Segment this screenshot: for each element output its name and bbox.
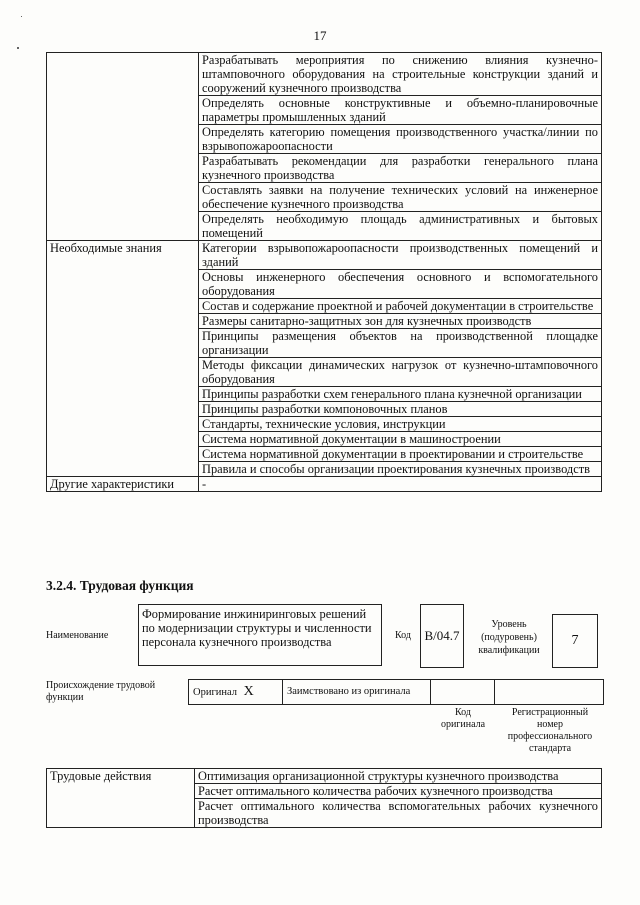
skill-item: Определять основные конструктивные и объемно-планировочные параметры промышленных зданий <box>199 96 602 125</box>
table-row <box>47 53 602 96</box>
skill-item: Определять необходимую площадь административных и бытовых помещений <box>199 212 602 241</box>
table-row <box>47 477 602 492</box>
knowledge-item: Принципы размещения объектов на производственной площадке организации <box>199 329 602 358</box>
original-code-cell <box>431 680 495 704</box>
knowledge-item: Методы фиксации динамических нагрузок от кузнечно-штамповочного оборудования <box>199 358 602 387</box>
other-characteristics-value: - <box>199 477 602 492</box>
labor-action-item: Расчет оптимального количества рабочих кузнечного производства <box>195 784 602 799</box>
skill-item: Определять категорию помещения производственного участка/линии по взрывопожароопасности <box>199 125 602 154</box>
requirements-table <box>46 52 602 492</box>
skill-item: Разрабатывать рекомендации для разработки генерального плана кузнечного производства <box>199 154 602 183</box>
knowledge-label: Необходимые знания <box>47 241 199 477</box>
skill-item: Разрабатывать мероприятия по снижению влияния кузнечно-штамповочного оборудования на строительные конструкции зданий и сооружений кузнечного производства <box>199 53 602 96</box>
scan-speck <box>21 16 22 17</box>
name-label: Наименование <box>46 630 109 641</box>
knowledge-item: Основы инженерного обеспечения основного и вспомогательного оборудования <box>199 270 602 299</box>
skills-label-cell <box>47 53 199 241</box>
page-number: 17 <box>313 28 327 43</box>
function-name-box: Формирование инжиниринговых решений по модернизации структуры и численности персонала кузнечного производства <box>138 604 382 666</box>
labor-action-item: Расчет оптимального количества вспомогательных рабочих кузнечного производства <box>195 799 602 828</box>
origin-row <box>188 679 604 705</box>
reg-number-cell <box>495 680 603 704</box>
original-cell <box>189 680 283 704</box>
knowledge-item: Состав и содержание проектной и рабочей документации в строительстве <box>199 299 602 314</box>
original-code-caption: Код оригинала <box>440 707 486 730</box>
knowledge-item: Принципы разработки компоновочных планов <box>199 402 602 417</box>
labor-actions-table <box>46 768 602 828</box>
labor-actions-label: Трудовые действия <box>47 769 195 828</box>
other-characteristics-label: Другие характеристики <box>47 477 199 492</box>
labor-action-item: Оптимизация организационной структуры кузнечного производства <box>195 769 602 784</box>
borrowed-cell: Заимствовано из оригинала <box>283 680 431 704</box>
table-row <box>47 241 602 270</box>
table-row <box>47 769 602 784</box>
knowledge-item: Принципы разработки схем генерального плана кузнечной организации <box>199 387 602 402</box>
skill-item: Составлять заявки на получение технических условий на инженерное обеспечение кузнечного производства <box>199 183 602 212</box>
knowledge-item: Система нормативной документации в машиностроении <box>199 432 602 447</box>
original-mark: X <box>243 684 254 699</box>
knowledge-item: Система нормативной документации в проектировании и строительстве <box>199 447 602 462</box>
reg-number-caption: Регистрационный номер профессионального стандарта <box>507 707 593 754</box>
function-code-box: B/04.7 <box>420 604 464 668</box>
knowledge-item: Размеры санитарно-защитных зон для кузнечных производств <box>199 314 602 329</box>
knowledge-item: Категории взрывопожароопасности производственных помещений и зданий <box>199 241 602 270</box>
scan-speck <box>17 47 19 49</box>
knowledge-item: Правила и способы организации проектирования кузнечных производств <box>199 462 602 477</box>
code-label: Код <box>395 630 411 641</box>
original-label: Оригинал <box>193 687 237 698</box>
origin-label: Происхождение трудовой функции <box>46 680 156 703</box>
knowledge-item: Стандарты, технические условия, инструкции <box>199 417 602 432</box>
section-title: 3.2.4. Трудовая функция <box>46 578 194 593</box>
qualification-level-box: 7 <box>552 614 598 668</box>
level-label: Уровень (подуровень) квалификации <box>478 619 540 656</box>
